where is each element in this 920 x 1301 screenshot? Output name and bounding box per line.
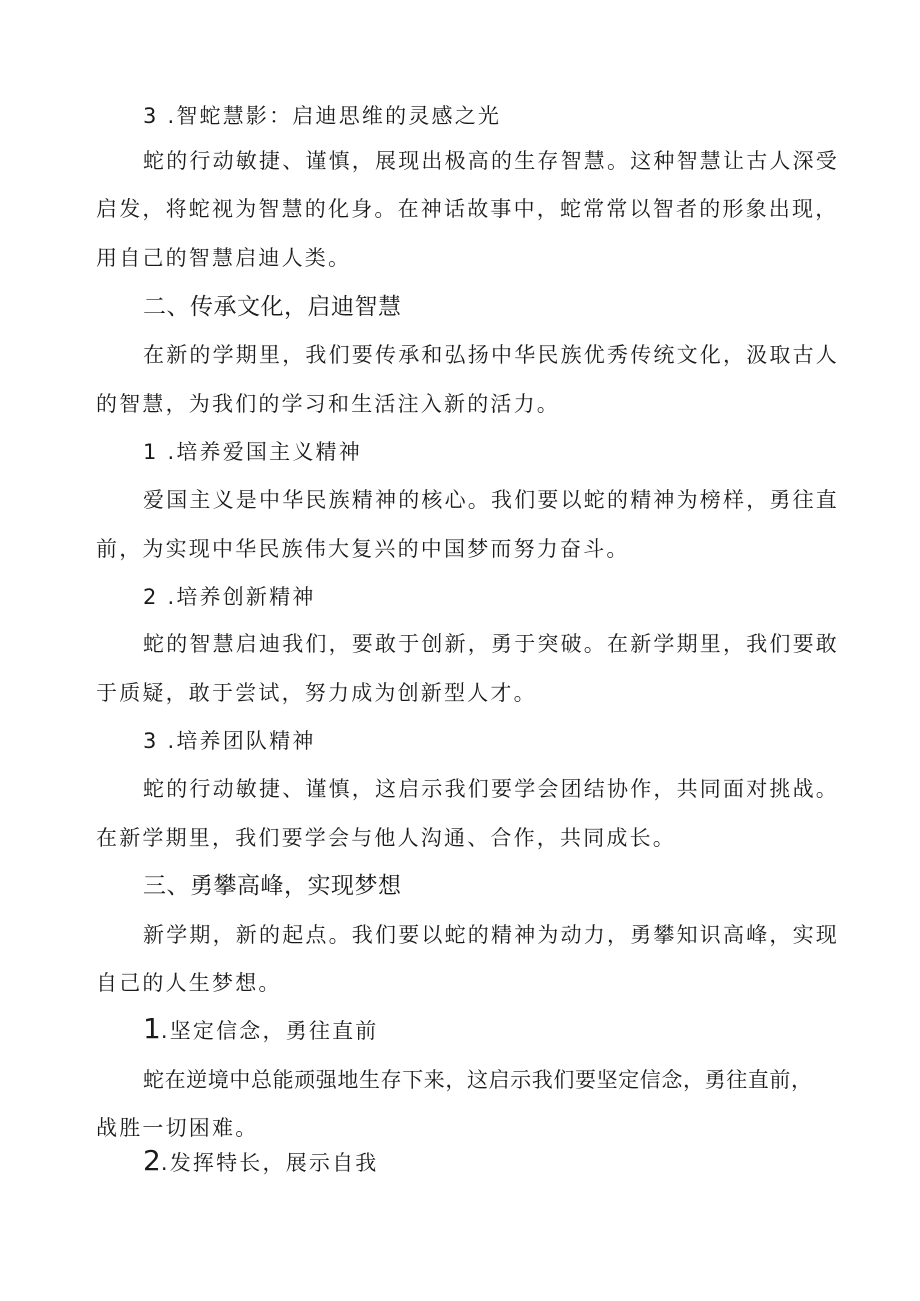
paragraph-line: 新学期，新的起点。我们要以蛇的精神为动力，勇攀知识高峰，实现: [143, 923, 839, 947]
paragraph-line: 蛇在逆境中总能顽强地生存下来，这启示我们要坚定信念，勇往直前，: [143, 1068, 813, 1092]
paragraph-line: 爱国主义是中华民族精神的核心。我们要以蛇的精神为榜样，勇往直: [143, 488, 839, 512]
paragraph-line: 蛇的行动敏捷、谨慎，这启示我们要学会团结协作，共同面对挑战。: [143, 777, 839, 801]
item-title: .智蛇慧影：启迪思维的灵感之光: [167, 104, 502, 128]
item-title: .发挥特长，展示自我: [160, 1151, 379, 1175]
item-title: .培养团队精神: [167, 729, 316, 753]
paragraph-line: 蛇的行动敏捷、谨慎，展现出极高的生存智慧。这种智慧让古人深受: [143, 149, 839, 173]
item-1-heading: [143, 1014, 379, 1046]
item-title: .坚定信念，勇往直前: [160, 1019, 379, 1043]
paragraph-line: 在新的学期里，我们要传承和弘扬中华民族优秀传统文化，汲取古人: [143, 343, 839, 367]
paragraph-line: 蛇的智慧启迪我们，要敢于创新，勇于突破。在新学期里，我们要敢: [143, 632, 839, 656]
paragraph-line: 用自己的智慧启迪人类。: [96, 246, 352, 270]
item-number: 2: [143, 585, 159, 609]
item-title: .培养创新精神: [167, 585, 316, 609]
item-number: 3: [143, 729, 159, 753]
item-title: .培养爱国主义精神: [167, 440, 362, 464]
item-number: 1: [143, 440, 159, 464]
item-2-heading: [143, 1146, 379, 1178]
paragraph-line: 前，为实现中华民族伟大复兴的中国梦而努力奋斗。: [96, 537, 630, 561]
item-number: 2: [143, 1144, 161, 1177]
item-2-heading: [143, 582, 316, 612]
item-3-heading: [143, 726, 316, 756]
paragraph-line: 启发，将蛇视为智慧的化身。在神话故事中，蛇常常以智者的形象出现，: [96, 197, 839, 221]
paragraph-line: 在新学期里，我们要学会与他人沟通、合作，共同成长。: [96, 826, 676, 850]
section-heading: 二、传承文化，启迪智慧: [143, 294, 402, 320]
section-heading: 三、勇攀高峰，实现梦想: [143, 873, 402, 899]
item-number: 3: [143, 104, 159, 128]
item-number: 1: [143, 1012, 161, 1045]
paragraph-line: 战胜一切困难。: [96, 1116, 259, 1140]
paragraph-line: 自己的人生梦想。: [96, 971, 282, 995]
item-3-heading: [143, 101, 501, 131]
paragraph-line: 的智慧，为我们的学习和生活注入新的活力。: [96, 392, 560, 416]
item-1-heading: [143, 437, 362, 467]
paragraph-line: 于质疑，敢于尝试，努力成为创新型人才。: [96, 681, 537, 705]
